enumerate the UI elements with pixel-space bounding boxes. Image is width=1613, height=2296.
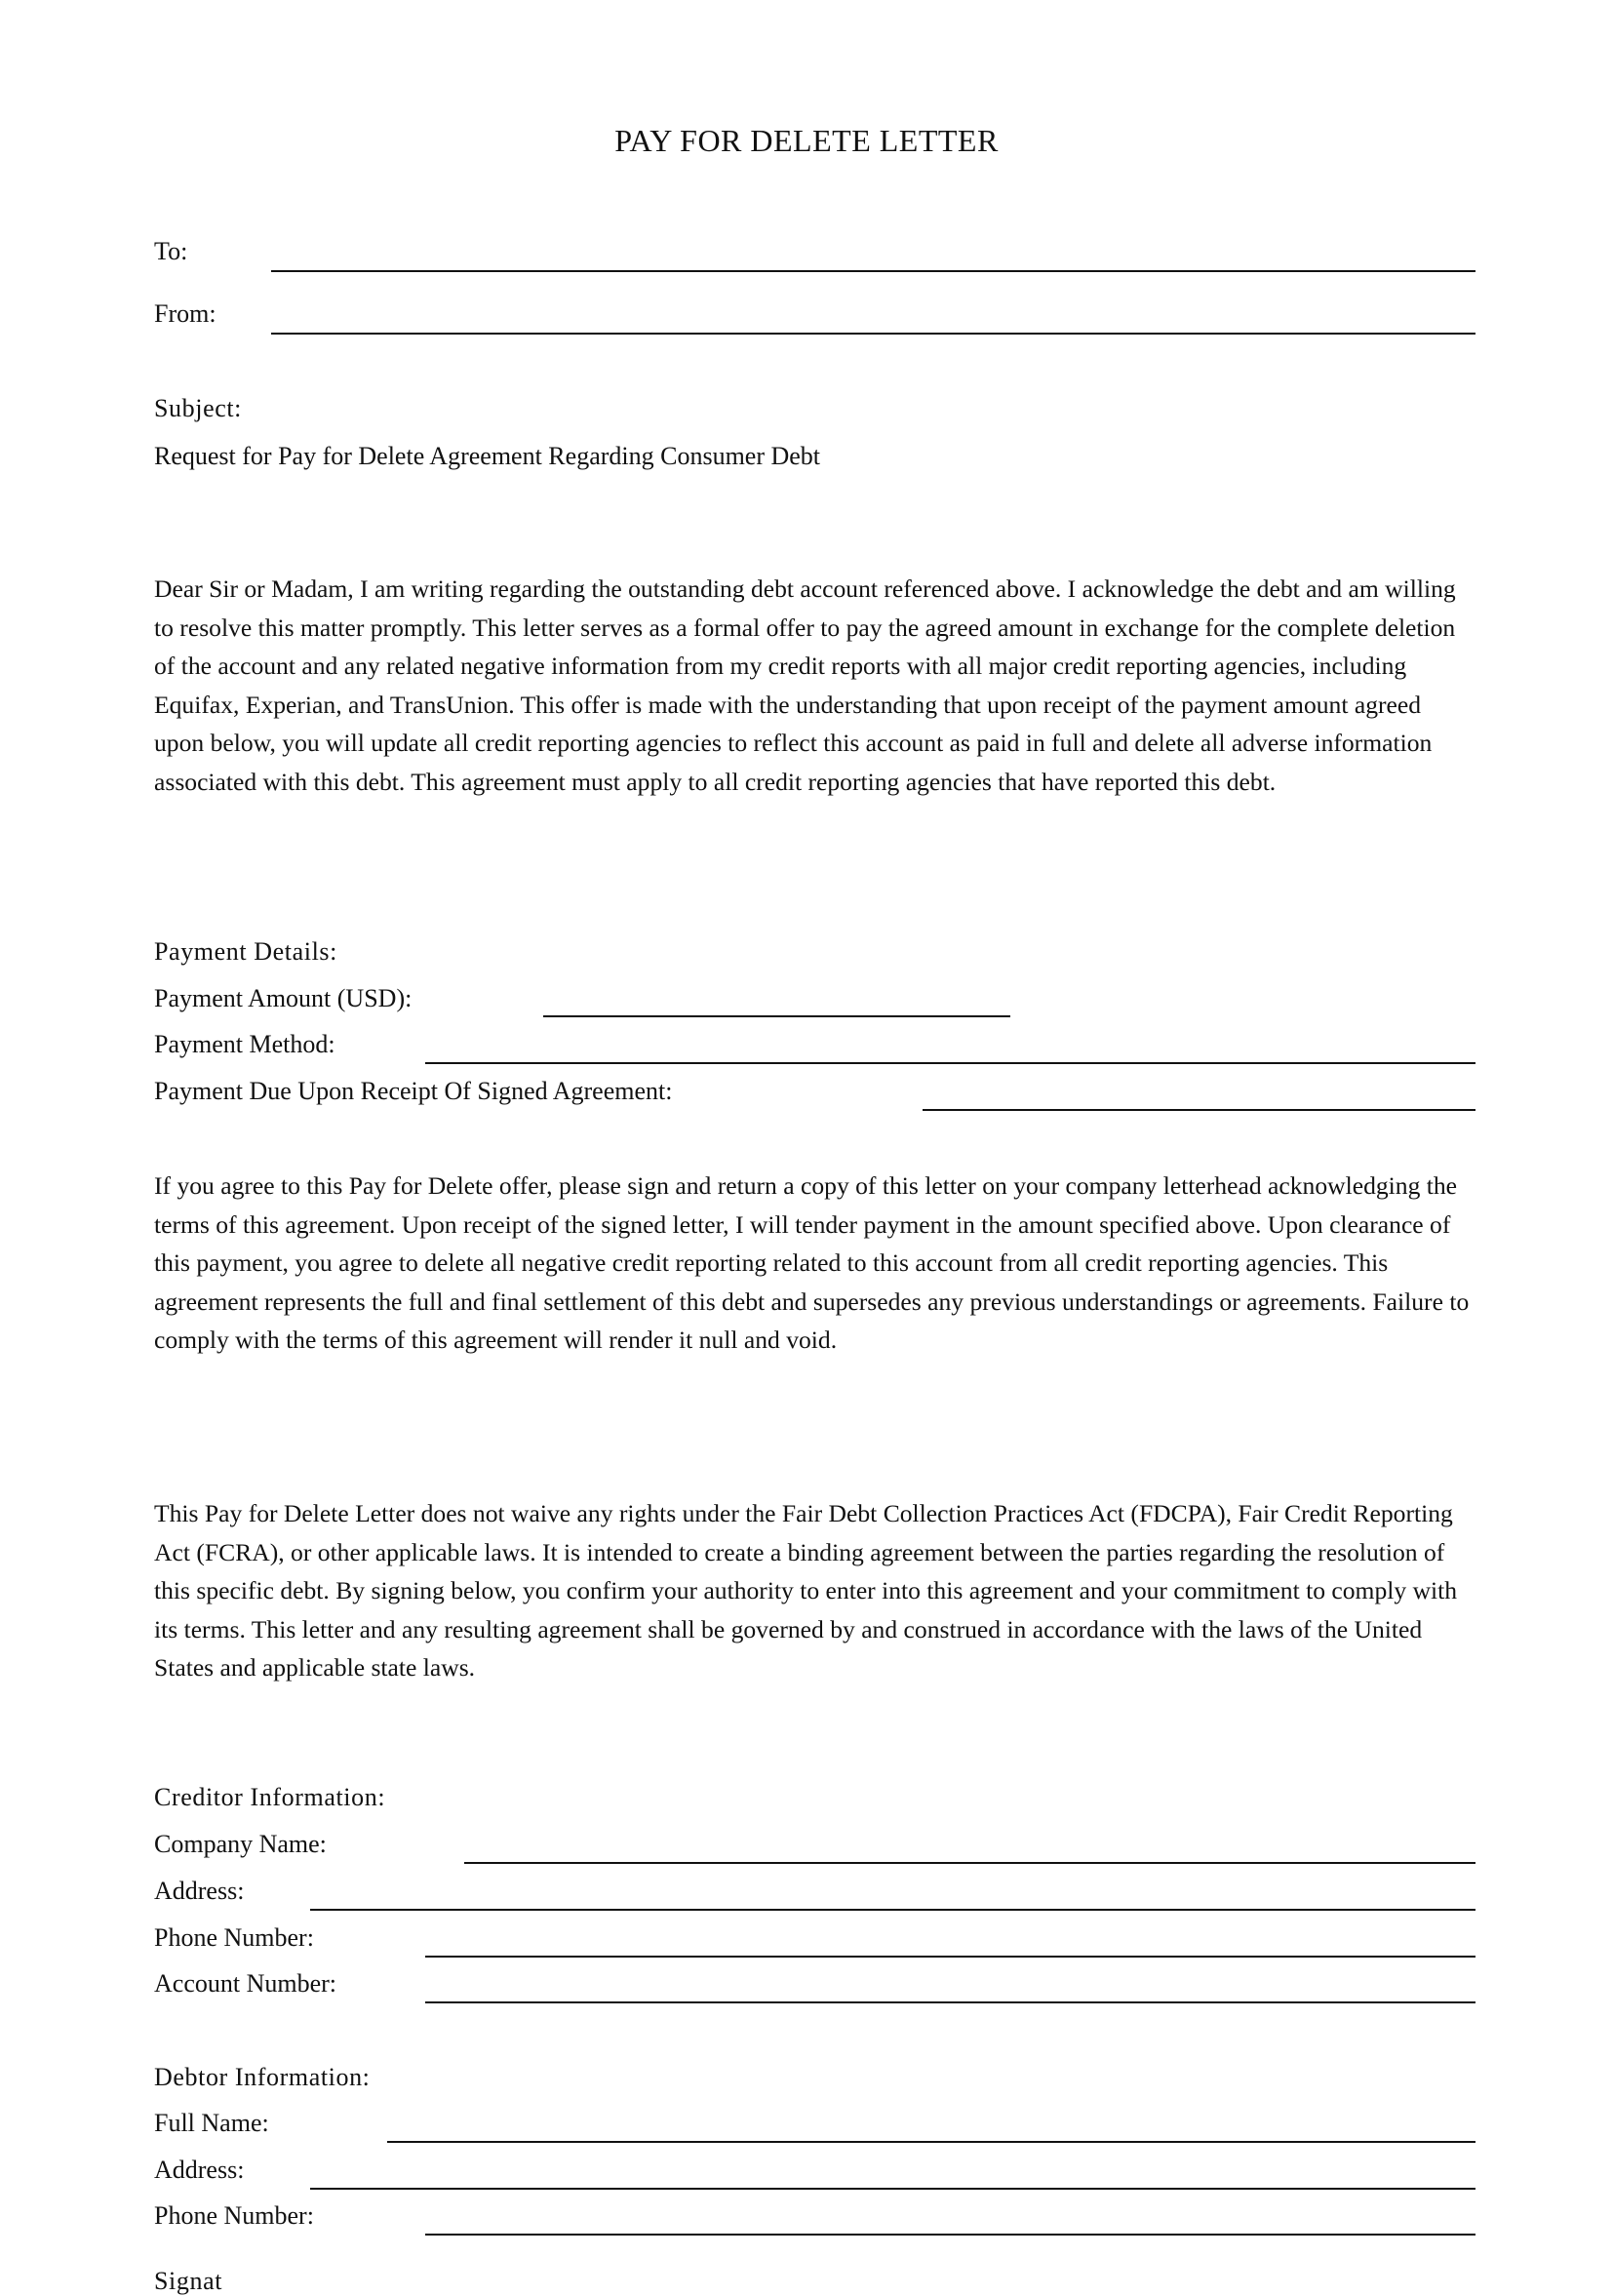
creditor-address-field[interactable] (310, 1880, 1475, 1909)
creditor-company-underline (464, 1862, 1475, 1864)
payment-method-field[interactable] (425, 1033, 1475, 1062)
from-field[interactable] (271, 302, 1475, 332)
payment-method-label: Payment Method: (154, 1030, 335, 1058)
payment-due-label: Payment Due Upon Receipt Of Signed Agreement: (154, 1077, 673, 1105)
payment-due-field[interactable] (923, 1080, 1475, 1109)
from-underline (271, 333, 1475, 335)
creditor-phone-underline (425, 1956, 1475, 1958)
signature-heading: Signat (154, 2267, 223, 2295)
payment-amount-field[interactable] (543, 986, 1010, 1015)
to-label: To: (154, 237, 188, 265)
creditor-phone-label: Phone Number: (154, 1923, 314, 1952)
payment-details-heading: Payment Details: (154, 937, 337, 966)
creditor-address-label: Address: (154, 1877, 245, 1905)
creditor-address-underline (310, 1909, 1475, 1911)
intro-paragraph: Dear Sir or Madam, I am writing regarding the outstanding debt account referenced above. I acknowledge the debt and am willing to resolve this matter promptly. This letter serves as a formal offer to pay the agreed amount in exchange for the complete deletion of the account and any related negative information from my credit reports with all major credit reporting agencies, including Equifax, Experian, and TransUnion. This offer is made with the understanding that upon receipt of the payment amount agreed upon below, you will update all credit reporting agencies to reflect this account as paid in full and delete all adverse information associated with this debt. This agreement must apply to all credit reporting agencies that have reported this debt. (154, 574, 1456, 796)
creditor-company-label: Company Name: (154, 1830, 327, 1858)
creditor-info-heading: Creditor Information: (154, 1783, 386, 1811)
debtor-phone-label: Phone Number: (154, 2201, 314, 2230)
debtor-address-underline (310, 2188, 1475, 2190)
to-underline (271, 270, 1475, 272)
document-title: PAY FOR DELETE LETTER (614, 123, 999, 158)
subject-label: Subject: (154, 394, 243, 422)
debtor-name-label: Full Name: (154, 2109, 269, 2137)
to-field[interactable] (271, 240, 1475, 269)
creditor-phone-field[interactable] (425, 1926, 1475, 1956)
payment-method-underline (425, 1062, 1475, 1064)
debtor-phone-underline (425, 2234, 1475, 2236)
legal-paragraph: This Pay for Delete Letter does not waive any rights under the Fair Debt Collection Practices Act (FDCPA), Fair Credit Reporting Act (FCRA), or other applicable laws. It is intended to create a binding agreement between the parties regarding the resolution of this specific debt. By signing below, you confirm your authority to enter into this agreement and your commitment to comply with its terms. This letter and any resulting agreement shall be governed by and construed in accordance with the laws of the United States and applicable state laws. (154, 1499, 1458, 1682)
debtor-name-field[interactable] (387, 2112, 1475, 2141)
creditor-company-field[interactable] (464, 1833, 1475, 1862)
debtor-name-underline (387, 2141, 1475, 2143)
payment-due-underline (923, 1109, 1475, 1111)
payment-amount-underline (543, 1015, 1010, 1017)
debtor-info-heading: Debtor Information: (154, 2063, 371, 2091)
debtor-phone-field[interactable] (425, 2204, 1475, 2234)
creditor-account-label: Account Number: (154, 1969, 337, 1998)
terms-paragraph: If you agree to this Pay for Delete offer, please sign and return a copy of this letter on your company letterhead acknowledging the terms of this agreement. Upon receipt of the signed letter, I will tender payment in the amount specified above. Upon clearance of this payment, you agree to delete all negative credit reporting related to this account from all credit reporting agencies. This agreement represents the full and final settlement of this debt and supersedes any previous understandings or agreements. Failure to comply with the terms of this agreement will render it null and void. (154, 1171, 1470, 1355)
creditor-account-underline (425, 2001, 1475, 2003)
payment-amount-label: Payment Amount (USD): (154, 984, 413, 1012)
subject-text: Request for Pay for Delete Agreement Regarding Consumer Debt (154, 442, 821, 470)
debtor-address-label: Address: (154, 2156, 245, 2184)
debtor-address-field[interactable] (310, 2158, 1475, 2188)
creditor-account-field[interactable] (425, 1972, 1475, 2001)
from-label: From: (154, 299, 216, 328)
